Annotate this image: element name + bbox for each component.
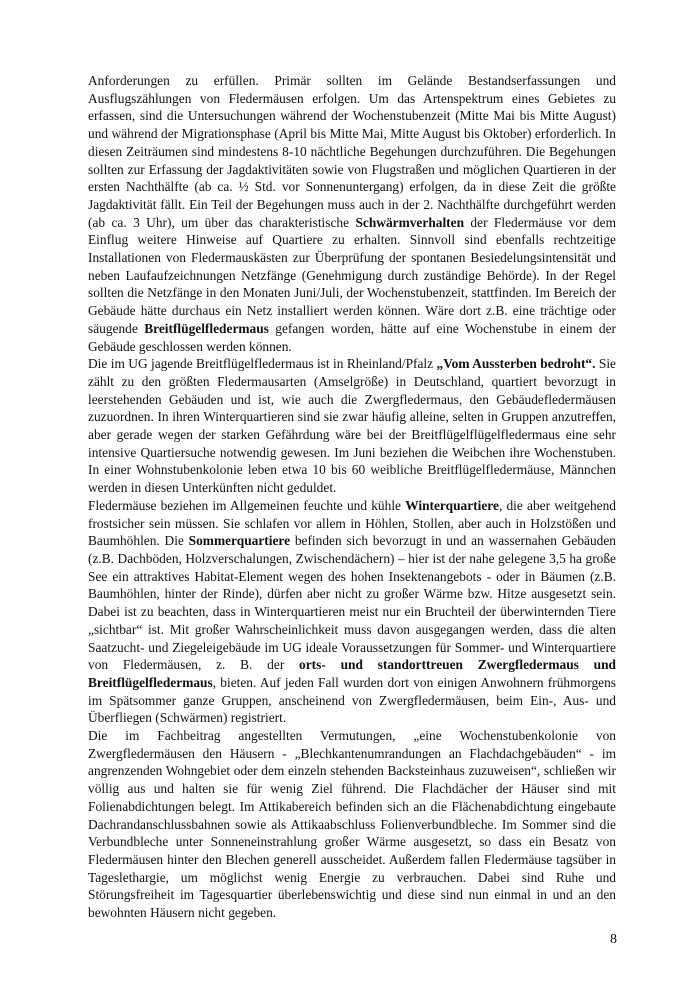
bold-term-sommerquartiere: Sommerquartiere xyxy=(188,533,291,549)
text-span: Die im UG jagende Breitflügelfledermaus ist in Rheinland/Pfalz xyxy=(88,356,437,372)
text-span: , bieten. Auf jeden Fall wurden dort von einigen Anwohnern frühmorgens im Spätsommer ganze Gruppen, anscheinend von Zwergfledermäusen, beim Ein-, Aus- und Überfliegen (Schwärmen) registriert. xyxy=(88,674,616,726)
paragraph-1 xyxy=(88,72,616,355)
bold-term-zwergfledermaus: orts- und standorttreuen Zwergfledermaus und Breitflügelfledermaus xyxy=(88,657,617,690)
paragraph-2 xyxy=(88,355,616,497)
text-span: Anforderungen zu erfüllen. Primär sollten im Gelände Bestandserfassungen und Ausflugszählungen von Fledermäusen erfolgen. Um das Artenspektrum eines Gebietes zu erfassen, sind die Untersuchungen während der Wochenstubenzeit (Mitte Mai bis Mitte August) und während der Migrationsphase (April bis Mitte Mai, Mitte August bis Oktober) erforderlich. In diesen Zeiträumen sind mindestens 8-10 nächtliche Begehungen durchzuführen. Die Begehungen sollten zur Erfassung der Jagdaktivitäten sowie von Flugstraßen und möglichen Quartieren in der ersten Nachthälfte (ab ca. ½ Std. vor Sonnenuntergang) erfolgen, da in diese Zeit die größte Jagdaktivität fällt. Ein Teil der Begehungen muss auch in der 2. Nachthälfte durchgeführt werden (ab ca. 3 Uhr), um über das charakteristische xyxy=(88,73,616,230)
text-span: Sie zählt zu den größten Fledermausarten (Amselgröße) in Deutschland, quartiert bevorzugt in leerstehenden Gebäuden und ist, wie auch die Zwergfledermaus, den Gebäudefledermäusen zuzuordnen. In ihren Winterquartieren sind sie zwar häufig alleine, selten in Gruppen anzutreffen, aber gerade wegen der starken Gefährdung wäre bei der Breitflügelflügelfledermaus eine sehr intensive Quartiersuche notwendig gewesen. Im Juni beziehen die Weibchen ihre Wochenstuben. In einer Wohnstubenkolonie leben etwa 10 bis 60 weibliche Breitflügelfledermäuse, Männchen werden in diesen Unterkünften nicht geduldet. xyxy=(88,356,616,496)
text-span: , die aber weitgehend frostsicher sein müssen. Sie schlafen vor allem in Höhlen, Stollen, aber auch in Holzstößen und Baumhöhlen. Die xyxy=(88,497,617,549)
text-span: Fledermäuse beziehen im Allgemeinen feuchte und kühle xyxy=(88,497,406,513)
body-text xyxy=(88,72,616,922)
text-span: der Fledermäuse vor dem Einflug weitere Hinweise auf Quartiere zu erhalten. Sinnvoll sind ebenfalls rechtzeitige Installationen von Fledermauskästen zur Überprüfung der spontanen Besiedelungsintensität und neben Laufaufzeichnungen Netzfänge (Genehmigung durch zuständige Behörde). In der Regel sollten die Netzfänge in den Monaten Juni/Juli, der Wochenstubenzeit, stattfinden. Im Bereich der Gebäude hätte durchaus ein Netz installiert werden können. Wäre dort z.B. eine trächtige oder säugende xyxy=(88,214,616,336)
text-span: gefangen worden, hätte auf eine Wochenstube in einem der Gebäude geschlossen werden können. xyxy=(88,320,616,354)
text-span: Die im Fachbeitrag angestellten Vermutungen, „eine Wochenstubenkolonie von Zwergfledermäusen den Häusern - „Blechkantenumrandungen an Flachdachgebäuden“ - im angrenzenden Wohngebiet oder dem einzeln stehenden Backsteinhaus zuzuweisen“, schließen wir völlig aus und halten sie für wenig Ziel führend. Die Flachdächer der Häuser sind mit Folienabdichtungen belegt. Im Attikabereich befinden sich an die Flächenabdichtung eingebaute Dachrandanschlussbahnen sowie als Attikaabschluss Folienverbundbleche. Im Sommer sind die Verbundbleche unter Sonneneinstrahlung großer Wärme ausgesetzt, so dass ein Besatz von Fledermäusen hinter den Blechen generell ausscheidet. Außerdem fallen Fledermäuse tagsüber in Tageslethargie, um möglichst wenig Energie zu verbrauchen. Dabei sind Ruhe und Störungsfreiheit im Tagesquartier überlebenswichtig und diese sind nun einmal in und an den bewohnten Häusern nicht gegeben. xyxy=(88,728,616,921)
paragraph-3 xyxy=(88,497,616,727)
bold-term-schwaermverhalten: Schwärmverhalten xyxy=(355,214,465,230)
bold-term-winterquartiere: Winterquartiere xyxy=(405,497,499,513)
bold-term-vom-aussterben-bedroht: „Vom Aussterben bedroht“. xyxy=(436,356,596,372)
paragraph-4 xyxy=(88,727,616,922)
bold-term-breitfluegelfledermaus: Breitflügelfledermaus xyxy=(144,320,269,336)
page-number: 8 xyxy=(610,932,617,947)
text-span: befinden sich bevorzugt in und an wassernahen Gebäuden (z.B. Dachböden, Holzverschalungen, Zwischendächern) – hier ist der nahe gelegene 3,5 ha große See ein attraktives Habitat-Element wegen des hohen Insektenangebots - oder in Bäumen (z.B. Baumhöhlen, hinter der Rinde), dürfen aber nicht zu großer Wärme bzw. Hitze ausgesetzt sein. Dabei ist zu beachten, dass in Winterquartieren meist nur ein Bruchteil der überwinternden Tiere „sichtbar“ ist. Mit großer Wahrscheinlichkeit muss davon ausgegangen werden, dass die alten Saatzucht- und Ziegeleigebäude im UG ideale Voraussetzungen für Sommer- und Winterquartiere von Fledermäusen, z. B. der xyxy=(88,533,617,673)
